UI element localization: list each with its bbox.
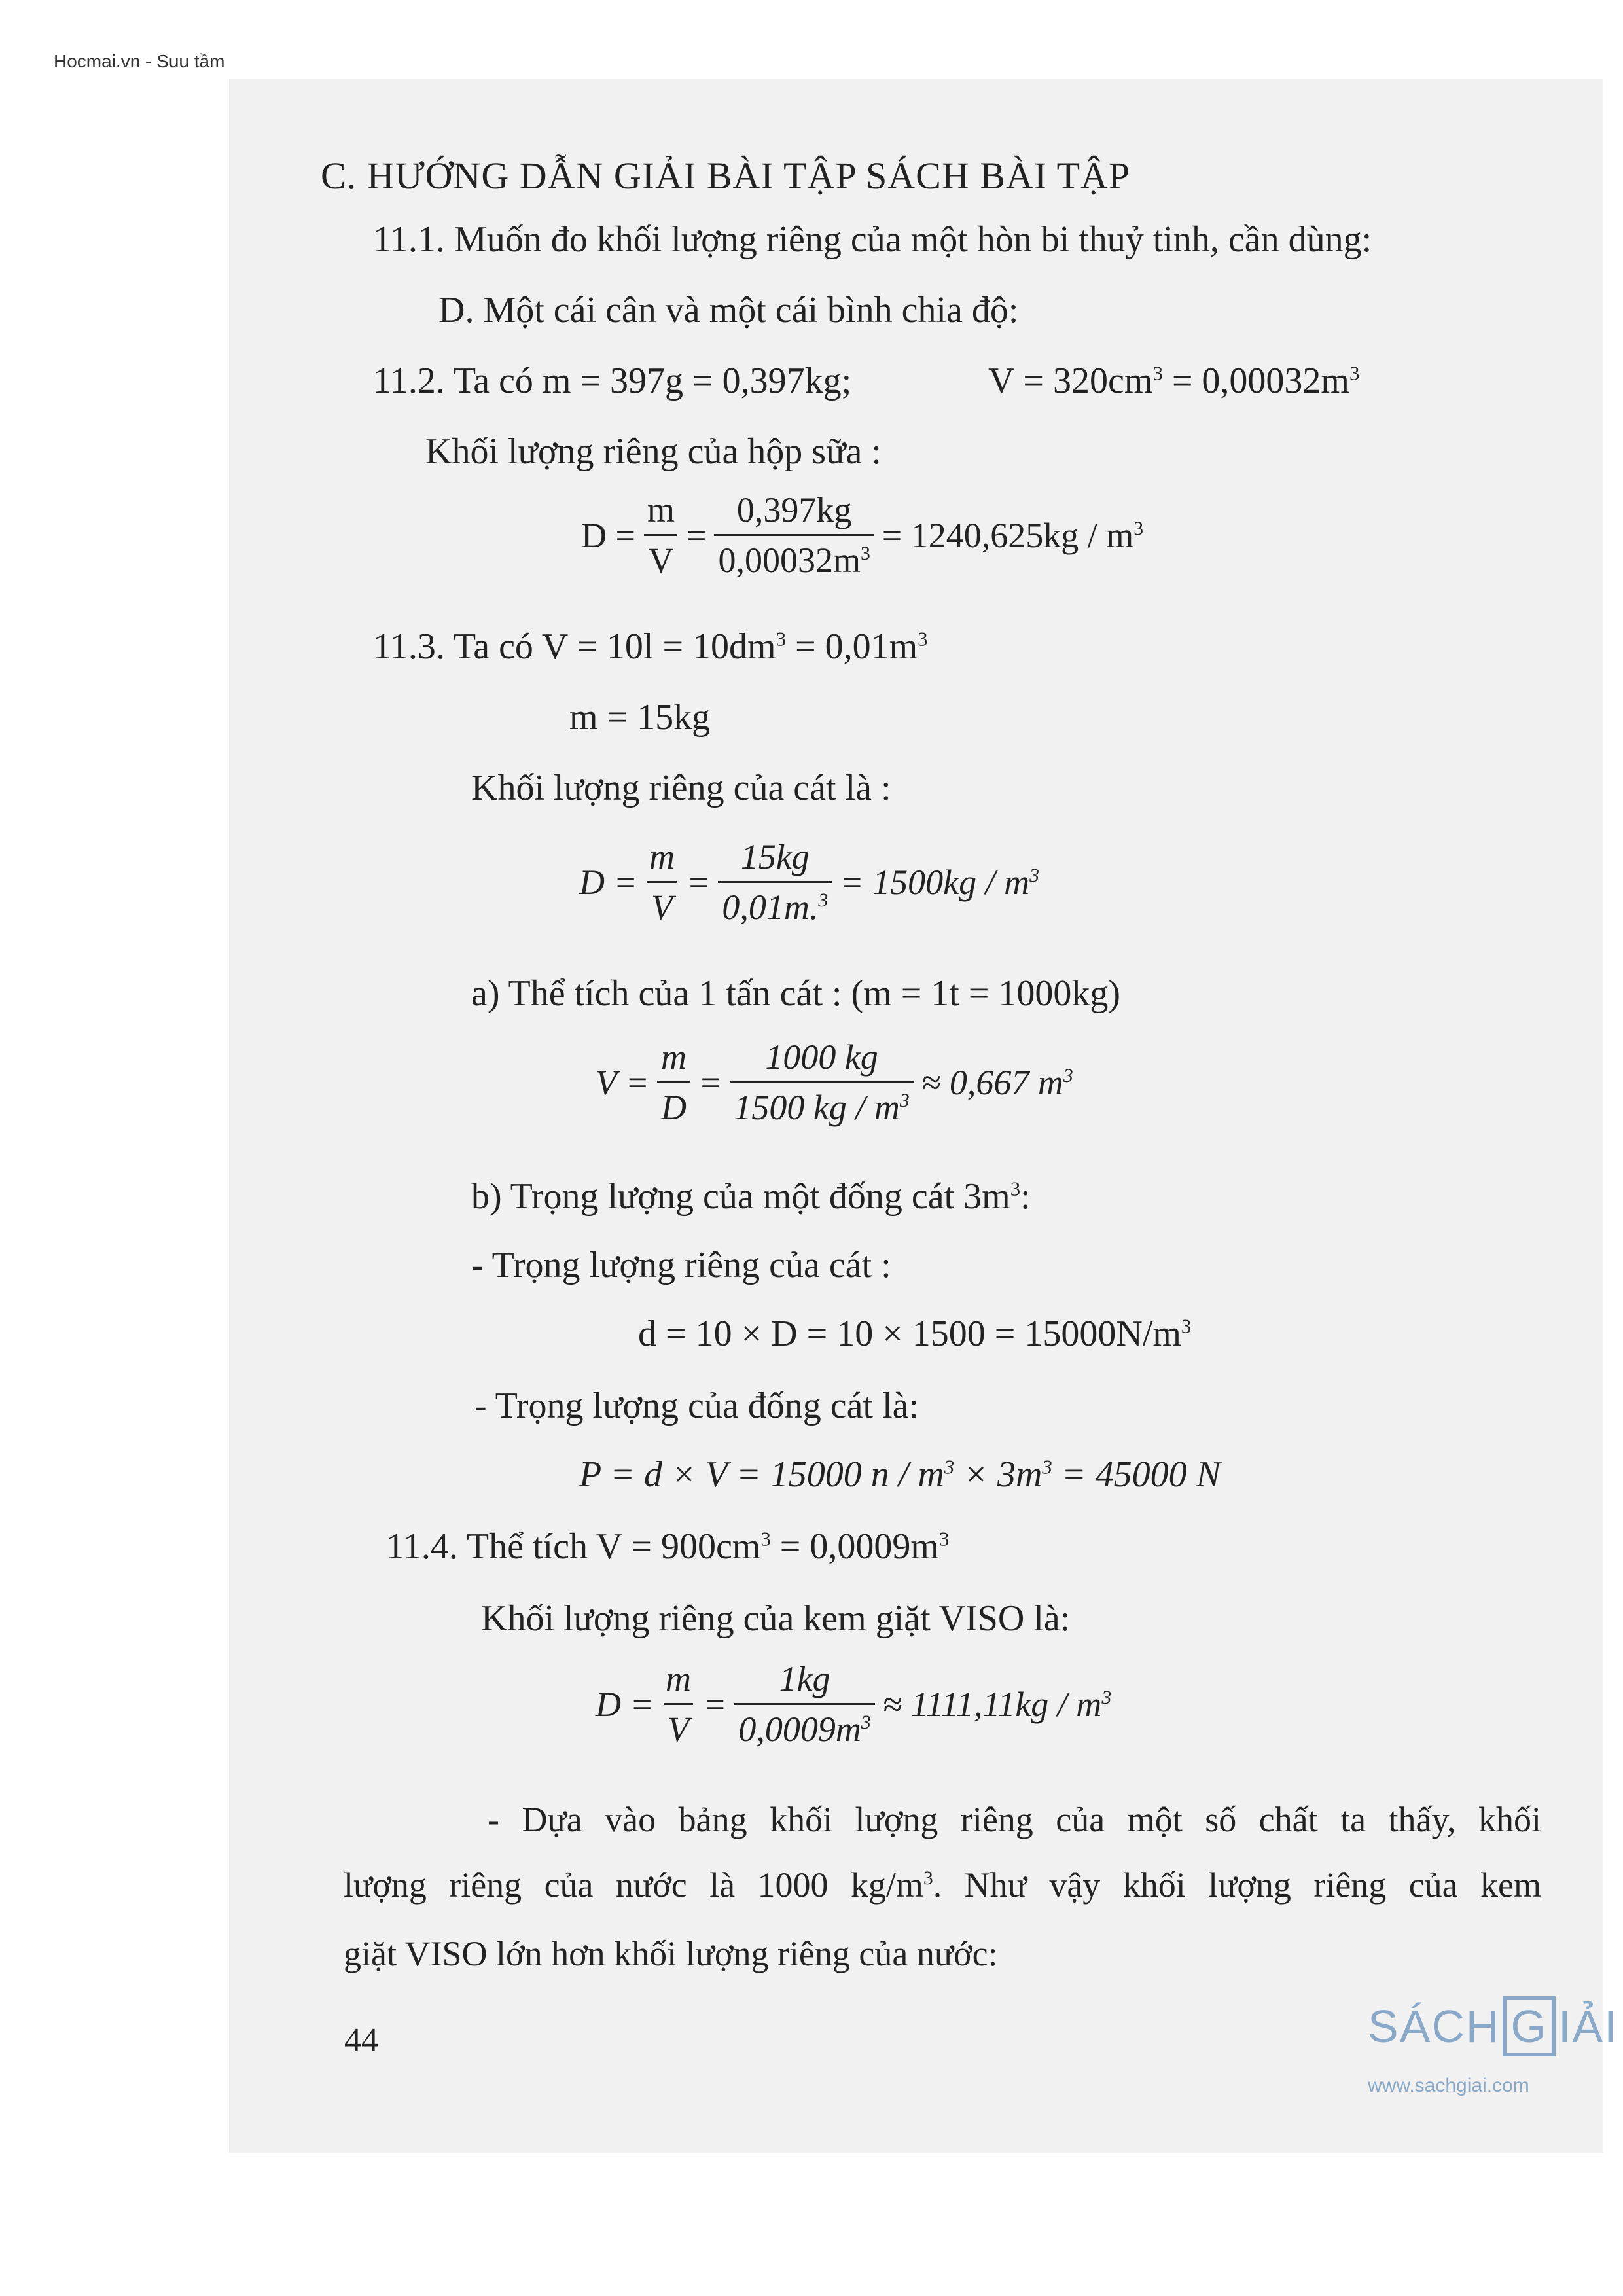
page-number: 44: [344, 2022, 378, 2059]
q11-4-paragraph-line3: giặt VISO lớn hơn khối lượng riêng của nước:: [344, 1934, 998, 1973]
q11-3-a-label: a) Thể tích của 1 tấn cát : (m = 1t = 1000kg): [471, 973, 1121, 1014]
q11-2-given-mass: 11.2. Ta có m = 397g = 0,397kg;: [373, 361, 852, 401]
q11-3-b-weight-equation: P = d × V = 15000 $n / m^3 \times 3m^3 = 45000$ N: [579, 1454, 1221, 1495]
fraction-values: $\frac{0,397kg}{0,00032m^3}$: [714, 492, 874, 578]
q11-3-label: Khối lượng riêng của cát là :: [471, 768, 891, 808]
q11-2-label: Khối lượng riêng của hộp sữa :: [425, 431, 882, 472]
q11-3-density-equation: D = $\frac{m}{V}$ = $\frac{15kg}{0,01m.^3}$ = $1500kg / m^3$: [579, 837, 1039, 927]
q11-3-b-weight-label: - Trọng lượng của đống cát là:: [474, 1386, 919, 1426]
q11-2-equation: D = $\frac{m}{V}$ = $\frac{0,397kg}{0,00032m^3}$ = $1240,625kg / m^3$: [581, 490, 1144, 580]
section-title: C. HƯỚNG DẪN GIẢI BÀI TẬP SÁCH BÀI TẬP: [321, 154, 1131, 197]
sachgiai-watermark-logo: SÁCH G IẢI: [1368, 1996, 1618, 2056]
q11-4-paragraph-line2: lượng riêng của nước là 1000 $kg/m^3$. Như vậy khối lượng riêng của kem: [344, 1865, 1541, 1905]
q11-4-paragraph-line1: - Dựa vào bảng khối lượng riêng của một số chất ta thấy, khối: [488, 1800, 1541, 1839]
q11-3-b-density-label: - Trọng lượng riêng của cát :: [471, 1245, 891, 1285]
q11-4-label: Khối lượng riêng của kem giặt VISO là:: [481, 1598, 1071, 1639]
q11-2-given-volume: $V = 320cm^3 = 0,00032m^3$: [988, 361, 1360, 401]
fraction-m-over-v: $\frac{m}{V}$: [643, 492, 679, 578]
q11-3-b-density-equation: $d = 10 \times D = 10 \times 1500 = 15000N/m^3$: [638, 1314, 1192, 1354]
watermark-url: www.sachgiai.com: [1368, 2075, 1529, 2096]
q11-1-line: 11.1. Muốn đo khối lượng riêng của một hòn bi thuỷ tinh, cần dùng:: [373, 219, 1372, 260]
q11-4-equation: D = $\frac{m}{V}$ = $\frac{1kg}{0,0009m^3}$ ≈ $1111,11kg / m^3$: [596, 1659, 1112, 1749]
q11-4-given: 11.4. Thể tích $V = 900cm^3 = 0,0009m^3$: [386, 1526, 950, 1567]
q11-3-a-equation: V = $\frac{m}{D}$ = $\frac{1000 kg}{1500 kg / m^3}$ ≈ 0,667 $m^3$: [596, 1037, 1073, 1127]
q11-3-given: 11.3. Ta có $V = 10l = 10dm^3 = 0,01m^3$: [373, 626, 928, 667]
q11-3-b-label: b) Trọng lượng của một đống cát $3m^3$:: [471, 1176, 1031, 1217]
q11-3-mass: m = 15kg: [569, 697, 711, 738]
q11-1-answer: D. Một cái cân và một cái bình chia độ:: [438, 290, 1019, 331]
source-header: Hocmai.vn - Suu tầm: [54, 51, 225, 71]
